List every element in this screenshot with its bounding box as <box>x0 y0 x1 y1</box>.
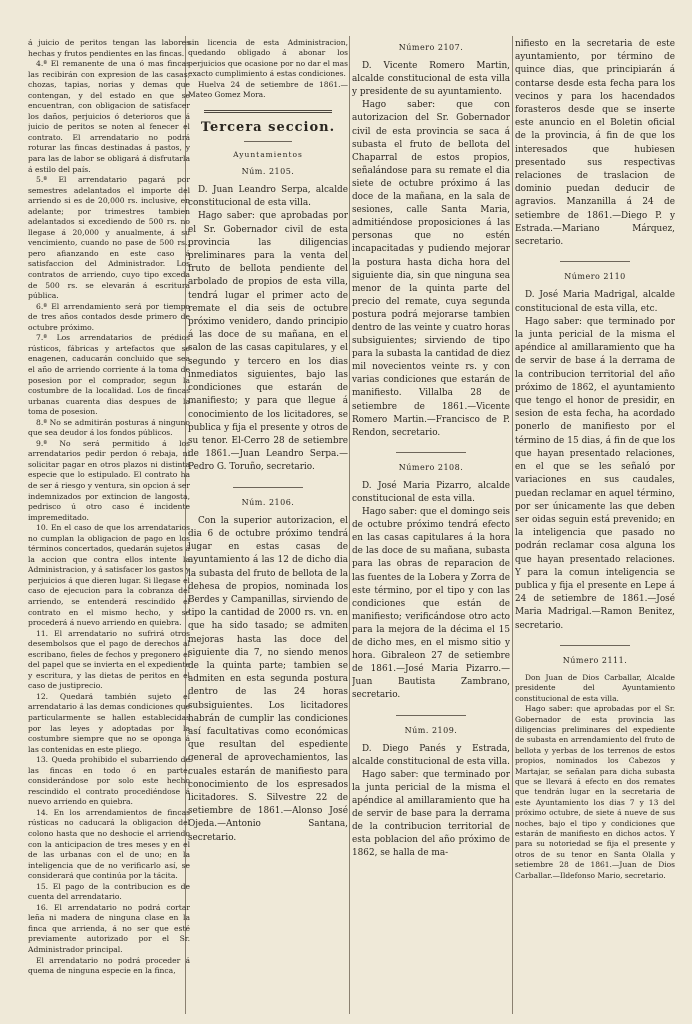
notice-intro: D. Juan Leandro Serpa, alcalde constitucional de esta villa. <box>188 185 348 209</box>
notice-body: Hago saber: que terminado por la junta pericial de la misma el apéndice al amillaramiento que ha de servir de base á la derrama de la contribucion territorial del año próximo de 1862, el ayuntamiento que tengo el honor de presidir, en sesion de esta fecha, ha acordado ponerlo de manifiesto por el término de 15 dias, á fin de que los que hayan presentado relaciones, en el que se les señaló por variaciones en sus caudales, puedan reclamar en aquel término, por ser únicamente las que deben ser oidas seguin está prevenido; en la inteligencia que pasado no podrán reclamar cosa alguna los que hayan presentado relaciones. Y para la comun inteligencia se publica y fija el presente en Lepe á 24 de setiembre de 1861.—José Maria Madrigal.—Ramon Benitez, secretario. <box>515 316 675 631</box>
notice-divider <box>233 487 303 488</box>
notice-number: Núm. 2109. <box>404 725 458 735</box>
notice-body: Con la superior autorizacion, el dia 6 de octubre próximo tendrá lugar en estas casas de ayuntamiento á las 12 de dicho dia la subasta del fruto de bellota de la dehesa de propios, nominada los Berdes y Campanillas, sirviendo de tipo la cantidad de 2000 rs. vn. en que ha sido tasado; se admiten mejoras hasta las doce del siguiente dia 7, no siendo menos de la quinta parte; tambien se admiten en esta segunda postura dentro de las 24 horas subsiguientes. Los licitadores habrán de cumplir las condiciones así facultativas como económicas que resultan del espediente general de aprovechamientos, las cuales estarán de manifiesto para conocimiento de los espresados licitadores. S. Silvestre 22 de setiembre de 1861.—Alonso José Ojeda.—Antonio Santana, secretario. <box>188 515 348 843</box>
notice-intro: Don Juan de Dios Carballar, Alcalde presidente del Ayuntamiento constitucional de esta villa. <box>515 672 675 703</box>
notice-divider <box>396 715 466 716</box>
condition-paragraph: 5.ª El arrendatario pagará por semestres adelantados el importe del arriendo si es de 20,000 rs. inclusive, en adelante; por trimestres tambien adelantados si excediendo de 500 rs. no llegase á 20,000 y anualmente, á su vencimiento, cuando no pase de 500 rs.; pero afianzando en este caso á satisfaccion del Administrador. Los contratos de arriendo, cuyo tipo exceda de 500 rs. se elevarán á escritura pública. <box>28 175 190 301</box>
notice-body: nifiesto en la secretaria de este ayuntamiento, por término de quince dias, que principiarán á contarse desde esta fecha para los vecinos y para los hacendados forasteros desde que se inserte este anuncio en el Boletin oficial de la provincia, á fin de que los interesados que hubiesen presentado sus respectivas relaciones de traslacion de dominio puedan deducir de agravios. Manzanilla á 24 de setiembre de 1861.—Diego P. y Estrada.—Mariano Márquez, secretario. <box>515 39 675 248</box>
condition-paragraph: 8.ª No se admitirán posturas á ninguno que sea deudor á los fondos públicos. <box>28 417 190 438</box>
column-2 <box>188 38 348 1013</box>
notice-number: Número 2107. <box>398 43 464 52</box>
notice-body: Hago saber: que terminado por la junta pericial de la misma el apéndice al amillaramiento que ha de servir de base para la derrama de la contribucion territorial de esta poblacion del año próximo de 1862, se halla de ma- <box>352 769 510 859</box>
condition-paragraph: 12. Quedará también sujeto el arrendatario á las demas condiciones que particularmente se hallen establecidas por las leyes y adoptadas por la costumbre siempre que no se oponga á las contenidas en este pliego. <box>28 691 190 754</box>
section-subtitle: Ayuntamientos <box>233 149 303 159</box>
notice-number: Núm. 2106. <box>241 497 295 507</box>
notice-divider <box>560 645 630 646</box>
condition-paragraph: 16. El arrendatario no podrá cortar leña ni madera de ninguna clase en la finca que arrienda, á no ser que esté previamente autorizado por el Sr. Administrador principal. <box>28 902 190 955</box>
condition-paragraph: 14. En los arrendamientos de fincas rústicas no caducará la obligacion del colono hasta que no deshocie el arriendo con la anticipacion de tres meses y en el de las urbanas con el de uno; en la inteligencia que de no verificarlo así, se considerará que continúa por la tácita. <box>28 807 190 881</box>
condition-paragraph: 10. En el caso de que los arrendatarios no cumplan la obligacion de pago en los términos concertados, quedarán sujetos á la accion que contra ellos intente la Administracion, y á satisfacer los gastos y perjuicios á que dieren lugar. Si llegase el caso de ejecucion para la cobranza del arriendo, se entenderá rescindido el contrato en el mismo hecho, y se procederá á nuevo arriendo en quiebra. <box>28 523 190 628</box>
notice-intro: D. José Maria Madrigal, alcalde constitucional de esta villa, etc. <box>515 290 675 314</box>
notice-divider <box>396 452 466 453</box>
condition-paragraph: 13. Queda prohibido el subarriendo de las fincas en todo ó en parte, considerándose por solo este hecho rescindido el contrato procediéndose á nuevo arriendo en quiebra. <box>28 755 190 807</box>
continuation-text: sin licencia de esta Administracion, quedando obligado á abonar los perjuicios que ocasione por no dar el mas exacto cumplimiento á estas condiciones. <box>188 38 348 79</box>
column-divider <box>512 36 513 1014</box>
notice-number: Número 2110 <box>564 272 626 282</box>
notice-body: Hago saber: que aprobadas por el Sr. Gobernador civil de esta provincia las diligencias preliminares para la venta del fruto de bellota pendiente del arbolado de propios de esta villa, tendrá lugar el primer acto de remate el dia seis de octubre próximo venidero, dando principio á las doce de su mañana, en el salon de las casas capitulares, y el segundo y tercero en los dias inmediatos siguientes, bajo las condiciones que estarán de manifiesto; y para que llegue á conocimiento de los licitadores, se publica y fija el presente y otros de su tenor. El-Cerro 28 de setiembre de 1861.—Juan Leandro Serpa.—Pedro G. Toruño, secretario. <box>188 211 348 473</box>
notice-body: Hago saber: que aprobadas por el Sr. Gobernador de esta provincia las diligencias preliminares del expediente de subasta en arrendamiento del fruto de bellota y yerbas de los terrenos de estos propios, nominados los Cabezos y Martajar, se señalan para dicha subasta que se llevará á efecto en dos remates que tendrán lugar en la secretaria de este Ayuntamiento los dias 7 y 13 del próximo octubre, de siete á nueve de sus noches, bajo el tipo y condiciones que estarán de manifiesto en dichos actos. Y para su notoriedad se fija el presente y otros de su tenor en Santa Olalla y setiembre 28 de 1861.—Juan de Dios Carballar.—Ildefonso Mario, secretario. <box>515 704 675 880</box>
column-4 <box>515 38 675 1013</box>
condition-paragraph: 15. El pago de la contribucion es de cuenta del arrendatario. <box>28 881 190 902</box>
notice-intro: D. Vicente Romero Martin, alcalde constitucional de esta villa y presidente de su ayuntamiento. <box>352 61 510 98</box>
condition-paragraph: 9.ª No será permitido á los arrendatarios pedir perdon ó rebaja, ni solicitar pagar en otros plazos ni distinta especie que lo estipulado. El contrato ha de ser á riesgo y ventura, sin opcion á ser indemnizados por extincion de langosta, pedrisco ú otro caso é incidente impremeditado. <box>28 438 190 522</box>
notice-intro: D. Diego Panés y Estrada, alcalde constitucional de esta villa. <box>352 743 510 767</box>
condition-paragraph: 7.ª Los arrendatarios de prédios rústicos, fábricas y artefactos que se enagenen, caducarán concluido que sea el año de arriendo corriente á la toma de posesion por el comprador, segun la costumbre de la localidad. Los de fincas urbanas cuarenta dias despues de la toma de posesion. <box>28 333 190 417</box>
condition-paragraph: El arrendatario no podrá proceder á quema de ninguna especie en la finca, <box>28 955 190 976</box>
notice-number: Número 2108. <box>398 462 464 472</box>
section-divider <box>244 141 292 142</box>
notice-body: Hago saber: que con autorizacion del Sr. Gobernador civil de esta provincia se saca á subasta el fruto de bellota del Chaparral de estos propios, señalándose para su remate el dia siete de octubre próximo á las doce de la mañana, en la sala de sesiones, calle Santa Maria, admitiéndose proposiciones á las personas que no estén incapacitadas y pudiendo mejorar la postura hasta dicha hora del siguiente dia, sin que ninguna sea menor de la quinta parte del precio del remate, cuya segunda postura podrá mejorarse tambien dentro de las veinte y cuatro horas subsiguientes; sirviendo de tipo para la subasta la cantidad de diez mil novecientos veinte rs. y con varias condiciones que estarán de manifiesto. Villalba 28 de setiembre de 1861.—Vicente Romero Martin.—Francisco de P. Rendon, secretario. <box>352 100 510 438</box>
section-title: Tercera seccion. <box>200 120 336 136</box>
notice-number: Núm. 2105. <box>241 166 295 176</box>
condition-paragraph: 6.ª El arrendamiento será por tiempo de tres años contados desde primero de octubre próximo. <box>28 301 190 332</box>
notice-intro: D. José Maria Pizarro, alcalde constitucional de esta villa. <box>352 480 510 504</box>
column-1 <box>28 38 190 1013</box>
section-divider <box>204 110 332 113</box>
notice-number: Número 2111. <box>562 655 628 665</box>
notice-body: Hago saber: que el domingo seis de octubre próximo tendrá efecto en las casas capitulares á la hora de las doce de su mañana, subasta para las obras de reparacion de las fuentes de la Lobera y Zorra de este término, por el tipo y con las condiciones que están de manifiesto; verificándose otro acto para la mejora de la décima el 15 de dicho mes, en el mismo sitio y hora. Gibraleon 27 de setiembre de 1861.—José Maria Pizarro.—Juan Bautista Zambrano, secretario. <box>352 507 510 701</box>
condition-paragraph: 11. El arrendatario no sufrirá otros desembolsos que el pago de derechos al escribano, fieles de fechos y pregonero el del papel que se invierta en el expediente y escritura, y las dietas de peritos en el caso de justiprecio. <box>28 628 190 691</box>
continuation-signature: Huelva 24 de setiembre de 1861.—Mateo Gomez Mora. <box>188 79 348 100</box>
notice-divider <box>560 261 630 262</box>
condition-paragraph: 4.ª El remanente de una ó mas fincas las recibirán con expresion de las casas, chozas, tapias, norias y demas que contengan, y del estado en que se encuentran, con obligacion de satisfacer los daños, perjuicios ó deterioros que á juicio de peritos se noten al fenecer el contrato. El arrendatario no podrá roturar las fincas destinadas á pastos, y para las de labor se obligará á disfrutarla á estilo del país. <box>28 59 190 174</box>
condition-paragraph: á juicio de peritos tengan las labores hechas y frutos pendientes en las fincas. <box>28 38 190 58</box>
column-divider <box>349 36 350 1014</box>
column-3 <box>352 38 510 1013</box>
